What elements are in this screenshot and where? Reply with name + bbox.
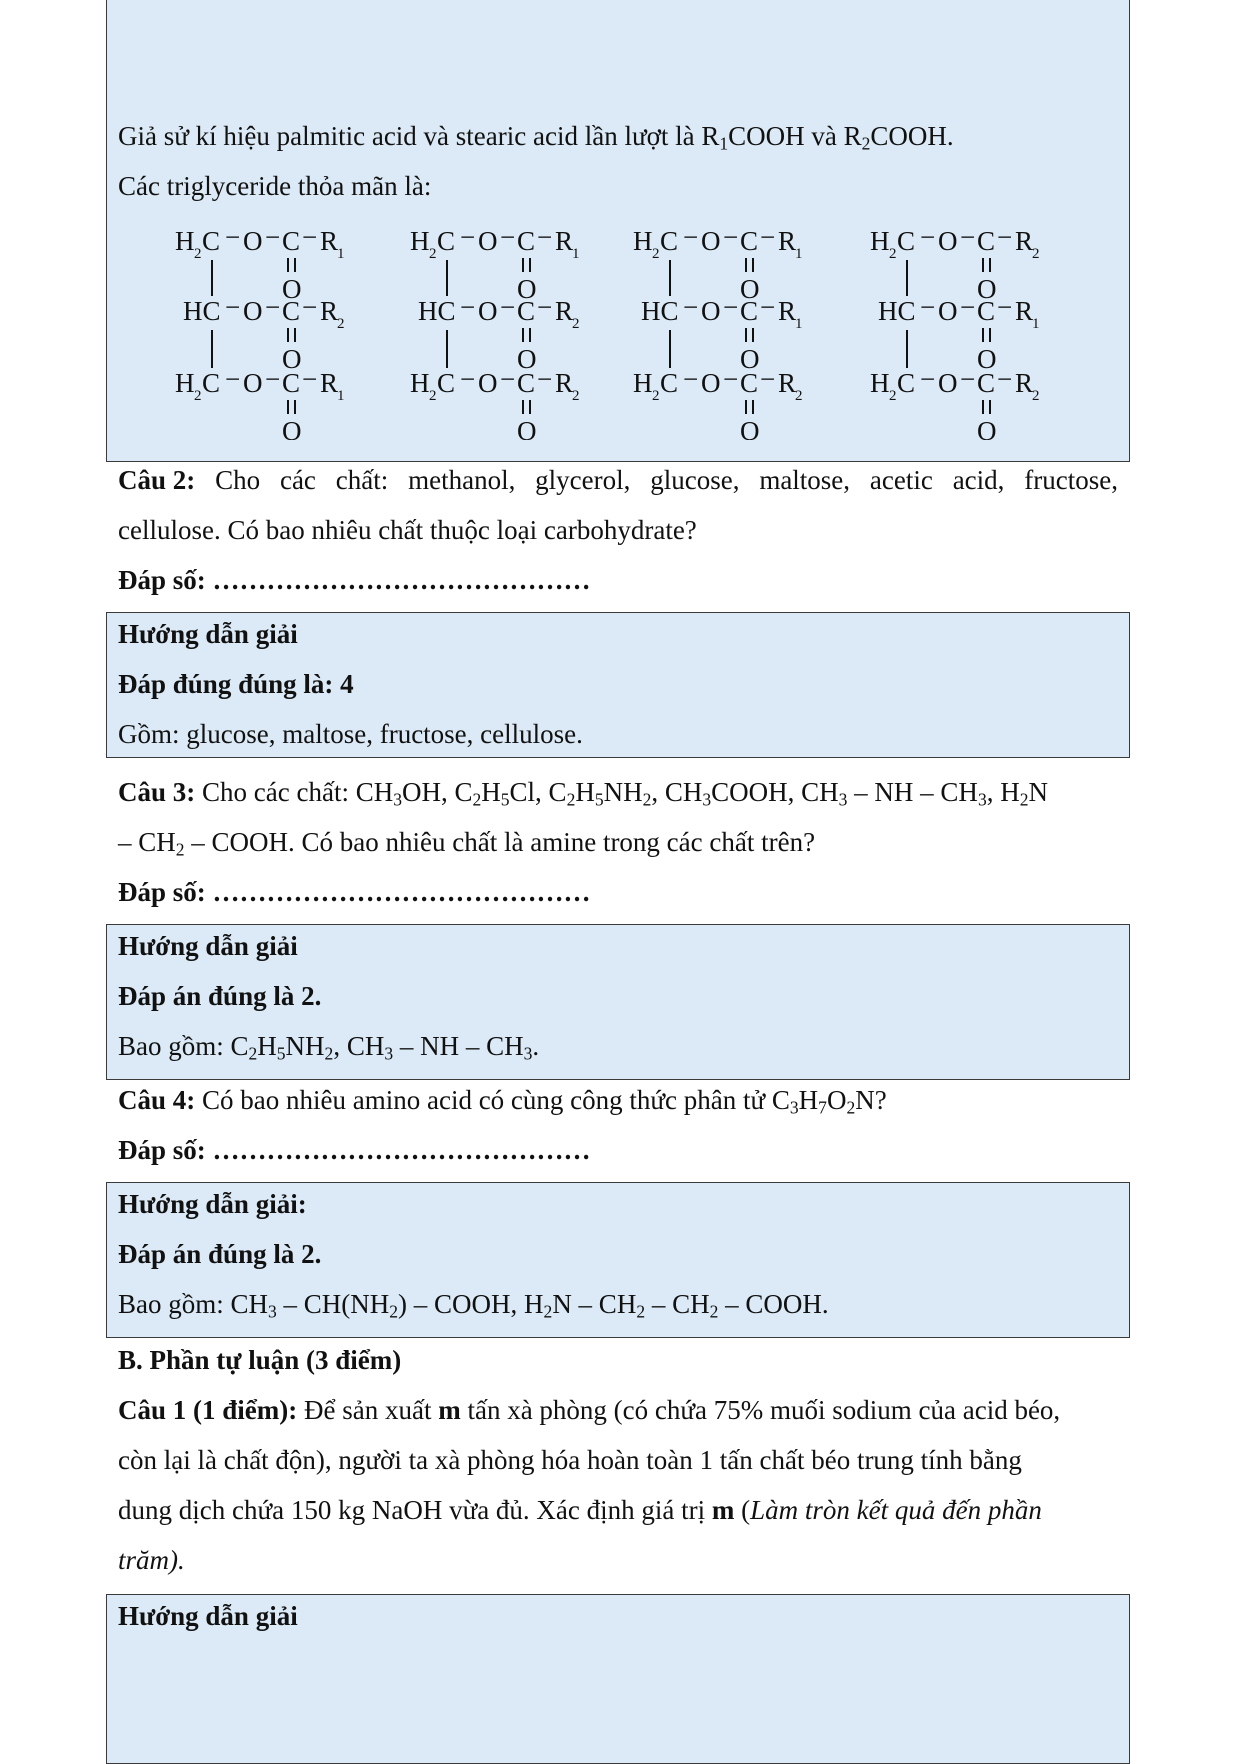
svg-text:R: R — [1015, 226, 1034, 256]
question-2-label: Câu 2: — [118, 465, 196, 495]
svg-text:−: − — [683, 222, 699, 252]
svg-text:2: 2 — [337, 316, 345, 332]
svg-text:R: R — [778, 296, 797, 326]
svg-text:C: C — [517, 296, 536, 326]
svg-text:−: − — [997, 292, 1013, 322]
svg-text:O: O — [243, 226, 263, 256]
svg-text:HC: HC — [641, 296, 679, 326]
svg-text:C: C — [517, 368, 536, 398]
svg-text:−: − — [960, 364, 976, 394]
detail-q2: Gồm: glucose, maltose, fructose, cellulose. — [118, 719, 583, 749]
svg-text:2: 2 — [572, 316, 580, 332]
question-2-line2: cellulose. Có bao nhiêu chất thuộc loại carbohydrate? — [118, 515, 697, 545]
svg-text:−: − — [760, 364, 776, 394]
svg-text:R: R — [778, 226, 797, 256]
svg-text:HC: HC — [183, 296, 221, 326]
svg-text:−: − — [537, 292, 553, 322]
svg-text:2: 2 — [194, 388, 202, 404]
part-b-q1-line2: còn lại là chất độn), người ta xà phòng hóa hoàn toàn 1 tấn chất béo trung tính bằng — [118, 1445, 1022, 1475]
svg-text:C: C — [660, 368, 679, 398]
svg-text:−: − — [265, 292, 281, 322]
triglyceride-structure — [410, 220, 620, 445]
svg-text:R: R — [1015, 368, 1034, 398]
svg-text:−: − — [225, 222, 241, 252]
svg-text:R: R — [1015, 296, 1034, 326]
svg-text:H: H — [410, 368, 430, 398]
svg-text:R: R — [555, 296, 574, 326]
svg-text:2: 2 — [572, 388, 580, 404]
svg-text:1: 1 — [795, 246, 803, 262]
answer-q3: Đáp án đúng là 2. — [118, 981, 322, 1011]
svg-text:H: H — [633, 226, 653, 256]
svg-text:−: − — [723, 364, 739, 394]
svg-text:O: O — [701, 296, 721, 326]
svg-text:C: C — [740, 368, 759, 398]
svg-text:H: H — [633, 368, 653, 398]
svg-text:C: C — [202, 226, 221, 256]
svg-text:C: C — [977, 226, 996, 256]
question-3-formula-line: Cho các chất: $CH_3OH$, $C_2H_5Cl$, $C_2H_5NH_2$, $CH_3COOH$, $CH_3$ – NH – $CH_3$, $H_2N$ — [202, 777, 1048, 810]
svg-text:−: − — [302, 364, 318, 394]
svg-text:H: H — [175, 226, 195, 256]
svg-text:O: O — [517, 344, 537, 374]
svg-text:O: O — [701, 226, 721, 256]
svg-text:O: O — [740, 416, 760, 440]
svg-text:O: O — [701, 368, 721, 398]
svg-text:O: O — [243, 296, 263, 326]
question-2-line1: Câu 2: Cho các chất: methanol, glycerol, glucose, maltose, acetic acid, fructose, — [118, 465, 1118, 495]
svg-text:C: C — [282, 296, 301, 326]
svg-text:O: O — [977, 274, 997, 304]
svg-text:1: 1 — [572, 246, 580, 262]
svg-text:R: R — [555, 226, 574, 256]
svg-text:−: − — [960, 222, 976, 252]
svg-text:1: 1 — [337, 388, 345, 404]
svg-text:−: − — [265, 222, 281, 252]
svg-text:−: − — [460, 364, 476, 394]
svg-text:−: − — [760, 292, 776, 322]
svg-text:C: C — [202, 368, 221, 398]
triglyceride-structure — [175, 220, 385, 445]
question-2-answer-field: Đáp số: …………………………………… — [118, 565, 591, 595]
answer-q4: Đáp án đúng là 2. — [118, 1239, 322, 1269]
svg-text:O: O — [740, 274, 760, 304]
svg-text:R: R — [555, 368, 574, 398]
svg-text:2: 2 — [1032, 246, 1040, 262]
detail-q3: Bao gồm: $C_2H_5NH_2$, $CH_3$ – NH – $CH_3$. — [118, 1031, 540, 1064]
svg-text:C: C — [977, 368, 996, 398]
svg-text:C: C — [977, 296, 996, 326]
svg-text:C: C — [517, 226, 536, 256]
svg-text:2: 2 — [889, 246, 897, 262]
question-3-line2: – $CH_2$ – COOH. Có bao nhiêu chất là amine trong các chất trên? — [118, 827, 816, 860]
svg-text:−: − — [920, 292, 936, 322]
svg-text:O: O — [938, 226, 958, 256]
svg-text:O: O — [478, 368, 498, 398]
question-4-answer-field: Đáp số: …………………………………… — [118, 1135, 591, 1165]
svg-text:−: − — [537, 364, 553, 394]
svg-text:O: O — [938, 368, 958, 398]
svg-text:O: O — [977, 416, 997, 440]
svg-text:1: 1 — [1032, 316, 1040, 332]
triglyceride-intro: Các triglyceride thỏa mãn là: — [118, 171, 432, 201]
svg-text:H: H — [870, 368, 890, 398]
svg-text:C: C — [282, 226, 301, 256]
question-3-answer-field: Đáp số: …………………………………… — [118, 877, 591, 907]
guide-title-q4: Hướng dẫn giải: — [118, 1189, 307, 1219]
svg-text:O: O — [938, 296, 958, 326]
part-b-q1-line3: dung dịch chứa 150 kg NaOH vừa đủ. Xác định giá trị m (Làm tròn kết quả đến phần — [118, 1495, 1042, 1525]
svg-text:R: R — [320, 296, 339, 326]
triglyceride-structure — [633, 220, 843, 445]
svg-text:C: C — [740, 226, 759, 256]
question-3-line1 — [118, 776, 1048, 808]
svg-text:R: R — [320, 226, 339, 256]
guide-title-q2: Hướng dẫn giải — [118, 619, 298, 649]
part-b-q1-line1: Câu 1 (1 điểm): Để sản xuất m tấn xà phòng (có chứa 75% muối sodium của acid béo, — [118, 1395, 1061, 1425]
svg-text:O: O — [517, 416, 537, 440]
svg-text:−: − — [723, 292, 739, 322]
svg-text:−: − — [265, 364, 281, 394]
svg-text:−: − — [760, 222, 776, 252]
svg-text:O: O — [243, 368, 263, 398]
svg-text:R: R — [778, 368, 797, 398]
svg-text:R: R — [320, 368, 339, 398]
svg-text:2: 2 — [652, 388, 660, 404]
svg-text:O: O — [282, 344, 302, 374]
svg-text:C: C — [437, 226, 456, 256]
svg-text:HC: HC — [418, 296, 456, 326]
svg-text:−: − — [460, 222, 476, 252]
question-4-label: Câu 4: — [118, 1085, 196, 1115]
svg-text:O: O — [282, 274, 302, 304]
svg-text:2: 2 — [652, 246, 660, 262]
svg-text:−: − — [683, 292, 699, 322]
svg-text:O: O — [282, 416, 302, 440]
part-b-title: B. Phần tự luận (3 điểm) — [118, 1345, 402, 1375]
notation-line: Giả sử kí hiệu palmitic acid và stearic acid lần lượt là $R_1COOH$ và $R_2COOH$. — [118, 121, 954, 154]
svg-text:2: 2 — [795, 388, 803, 404]
svg-text:−: − — [920, 222, 936, 252]
svg-text:O: O — [517, 274, 537, 304]
svg-text:C: C — [437, 368, 456, 398]
detail-q4: Bao gồm: $CH_3 - CH(NH_2)$ – COOH, $H_2N - CH_2 - CH_2$ – COOH. — [118, 1289, 829, 1322]
svg-text:C: C — [897, 226, 916, 256]
svg-text:1: 1 — [337, 246, 345, 262]
svg-text:−: − — [460, 292, 476, 322]
svg-text:−: − — [997, 364, 1013, 394]
svg-text:2: 2 — [889, 388, 897, 404]
svg-text:O: O — [478, 296, 498, 326]
svg-text:2: 2 — [429, 246, 437, 262]
svg-text:−: − — [302, 292, 318, 322]
svg-text:1: 1 — [795, 316, 803, 332]
svg-text:−: − — [683, 364, 699, 394]
svg-text:O: O — [977, 344, 997, 374]
svg-text:−: − — [920, 364, 936, 394]
svg-text:−: − — [500, 222, 516, 252]
svg-text:H: H — [410, 226, 430, 256]
svg-text:−: − — [302, 222, 318, 252]
svg-text:H: H — [175, 368, 195, 398]
triglyceride-structure — [870, 220, 1080, 445]
svg-text:H: H — [870, 226, 890, 256]
part-b-q1-line4: trăm). — [118, 1545, 185, 1575]
svg-text:O: O — [740, 344, 760, 374]
svg-text:−: − — [997, 222, 1013, 252]
svg-text:−: − — [723, 222, 739, 252]
svg-text:−: − — [225, 292, 241, 322]
svg-text:−: − — [500, 292, 516, 322]
svg-text:2: 2 — [429, 388, 437, 404]
guide-title-part-b-q1: Hướng dẫn giải — [118, 1601, 298, 1631]
question-3-label: Câu 3: — [118, 777, 196, 807]
svg-text:C: C — [897, 368, 916, 398]
svg-text:2: 2 — [194, 246, 202, 262]
svg-text:−: − — [960, 292, 976, 322]
question-4-line1: Câu 4: Có bao nhiêu amino acid có cùng công thức phân tử $C_3H_7O_2N$? — [118, 1085, 887, 1118]
svg-text:−: − — [225, 364, 241, 394]
answer-q2: Đáp đúng đúng là: 4 — [118, 669, 354, 699]
svg-text:HC: HC — [878, 296, 916, 326]
svg-text:2: 2 — [1032, 388, 1040, 404]
svg-text:C: C — [282, 368, 301, 398]
guide-title-q3: Hướng dẫn giải — [118, 931, 298, 961]
svg-text:−: − — [537, 222, 553, 252]
svg-text:−: − — [500, 364, 516, 394]
svg-text:C: C — [740, 296, 759, 326]
svg-text:O: O — [478, 226, 498, 256]
svg-text:C: C — [660, 226, 679, 256]
